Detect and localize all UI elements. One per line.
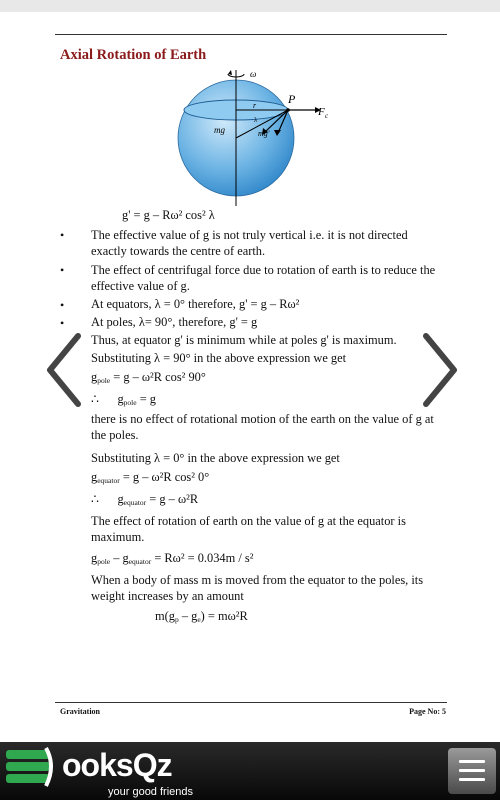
menu-button[interactable] [448,748,496,794]
earth-rotation-diagram [170,66,350,206]
bullet-2: • [60,263,65,277]
fc-label: F [318,106,325,118]
substituting-90-text: Substituting λ = 90° in the above expression we get [91,351,347,365]
substituting-0-text: Substituting λ = 0° in the above expression we get [91,451,340,465]
no-effect-text: there is no effect of rotational motion of the earth on the value of g at the poles. [91,412,434,442]
mg-label: mg [214,125,225,135]
menu-icon [459,760,485,763]
point-p-label: P [288,92,296,106]
bullet-text-2: The effect of centrifugal force due to rotation of earth is to reduce the effective value of g. [91,263,436,293]
footer-page-number: Page No: 5 [409,707,446,716]
brand-tagline: your good friends [108,786,193,798]
final-equation: $m(g_p - g_e) = m\omega^2R$ [155,609,248,624]
bullet-text-3: At equators, λ = 0° therefore, g' = g – Rω² [91,297,300,311]
g-pole-equation: $g_{pole} = g - \omega^2R$ cos² 90° [91,370,206,385]
g-equator-result: ∴ $g_{equator} = g - \omega^2R$ [91,492,199,507]
lambda-label: λ [254,116,258,124]
omega-label: ω [250,69,257,79]
next-page-chevron-icon[interactable] [420,330,460,410]
bottom-rule [55,702,447,703]
bullet-text-4: At poles, λ= 90°, therefore, g' = g [91,315,258,329]
section-title: Axial Rotation of Earth [60,47,207,63]
mass-text: When a body of mass m is moved from the equator to the poles, its weight increases by an amount [91,573,424,603]
fc-sub-label: c [325,112,329,120]
difference-equation: $g_{pole} - g_{equator} = R\omega^2 = 0.034m / s^2$ [91,551,254,566]
previous-page-chevron-icon[interactable] [44,330,84,410]
top-rule [55,34,447,35]
thus-text: Thus, at equator g' is minimum while at poles g' is maximum. [91,333,397,347]
bullet-4: • [60,316,65,330]
bullet-text-1: The effective value of g is not truly vertical i.e. it is not directed exactly towards the centre of earth. [91,228,408,258]
books-logo-icon [4,746,56,790]
r-label: r [253,101,257,110]
status-strip [0,0,500,12]
mg-prime-label: mg' [258,129,270,138]
g-pole-result: ∴ $g_{pole} = g$ [91,392,156,407]
footer-chapter: Gravitation [60,707,100,716]
brand-name: ooksQz [62,747,172,783]
equation-g-prime: g' = g – Rω² cos² λ [122,208,215,222]
bullet-3: • [60,298,65,312]
effect-text: The effect of rotation of earth on the value of g at the equator is maximum. [91,514,406,544]
bullet-1: • [60,228,65,242]
g-equator-equation: $g_{equator} = g - \omega^2R$ cos² 0° [91,470,210,485]
